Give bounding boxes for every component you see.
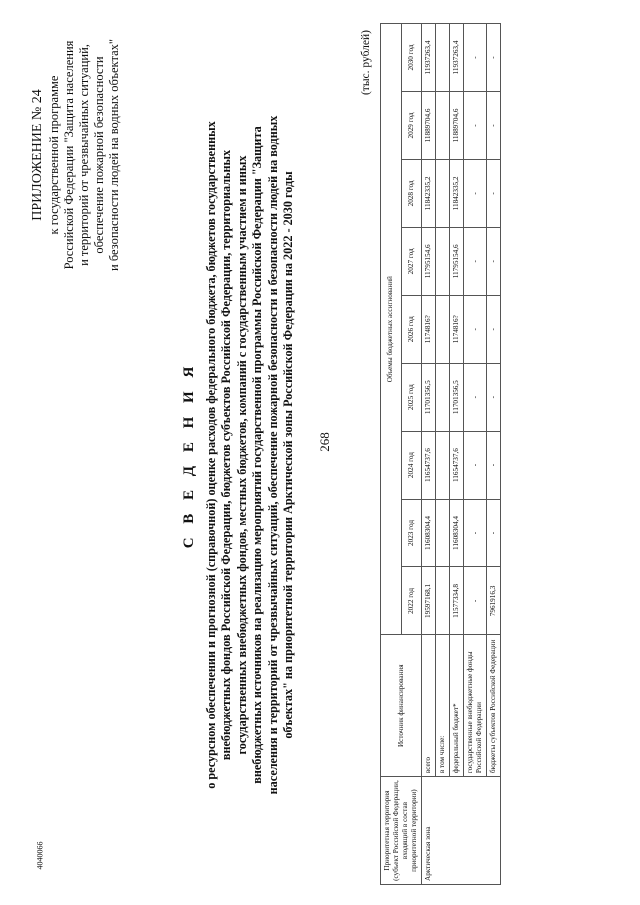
- value-cell: -: [464, 159, 487, 227]
- value-cell: 11654737,6: [450, 431, 464, 499]
- value-cell: 11937263,4: [450, 24, 464, 92]
- value-cell: 19597168,1: [422, 567, 436, 635]
- value-cell: 11937263,4: [422, 24, 436, 92]
- header-year: 2029 год: [401, 92, 422, 160]
- header-territory: Приоритетная территория (субъект Российской Федерации, входящий в состав приоритетной территории): [381, 777, 422, 885]
- value-cell: -: [464, 431, 487, 499]
- table-row: [436, 24, 450, 885]
- value-cell: -: [464, 295, 487, 363]
- table-row: [450, 24, 464, 885]
- value-cell: -: [464, 24, 487, 92]
- header-year: 2023 год: [401, 499, 422, 567]
- page-number: 268: [317, 432, 332, 452]
- value-cell: [436, 295, 450, 363]
- value-cell: 11701356,5: [450, 363, 464, 431]
- header-year: 2024 год: [401, 431, 422, 499]
- value-cell: -: [487, 227, 501, 295]
- header-year: 2025 год: [401, 363, 422, 431]
- header-volumes: Объемы бюджетных ассигнований: [381, 24, 402, 635]
- units-label: (тыс. рублей): [360, 30, 372, 96]
- header-year: 2028 год: [401, 159, 422, 227]
- header-year: 2030 год: [401, 24, 422, 92]
- document-title: [182, 75, 297, 835]
- title-line: внебюджетных источников на реализацию мероприятий государственной программы Российской Федерации "Защита: [250, 126, 264, 784]
- value-cell: [436, 567, 450, 635]
- title-line: внебюджетных фондов Российской Федерации, бюджетов субъектов Российской Федерации, территориальных: [219, 149, 233, 761]
- value-cell: [436, 431, 450, 499]
- value-cell: -: [487, 159, 501, 227]
- value-cell: [436, 24, 450, 92]
- value-cell: [436, 499, 450, 567]
- appendix-line: и безопасности людей на водных объектах": [107, 39, 121, 271]
- source-cell: государственные внебюджетные фонды Российской Федерации: [464, 635, 487, 777]
- header-source: Источник финансирования: [381, 635, 422, 777]
- table-row: [464, 24, 487, 885]
- value-cell: 11795154,6: [450, 227, 464, 295]
- title-line: о ресурсном обеспечении и прогнозной (справочной) оценке расходов федерального бюджета, бюджетов государственных: [203, 121, 218, 789]
- value-cell: 7961916,3: [487, 567, 501, 635]
- header-year: 2026 год: [401, 295, 422, 363]
- appendix-title: ПРИЛОЖЕНИЕ № 24: [30, 89, 45, 221]
- title-line: населения и территорий от чрезвычайных ситуаций, обеспечение пожарной безопасности и безопасности людей на водных: [265, 115, 280, 795]
- value-cell: 11608304,4: [450, 499, 464, 567]
- value-cell: 11654737,6: [422, 431, 436, 499]
- title-line: государственных внебюджетных фондов, местных бюджетов, компаний с государственным участием и иных: [234, 155, 249, 755]
- value-cell: 1174816?: [450, 295, 464, 363]
- title-heading: С В Е Д Е Н И Я: [181, 361, 197, 549]
- value-cell: 11701356,5: [422, 363, 436, 431]
- value-cell: -: [487, 431, 501, 499]
- document-code: 4040066: [35, 841, 45, 870]
- value-cell: 11842335,2: [450, 159, 464, 227]
- value-cell: -: [464, 499, 487, 567]
- value-cell: -: [487, 92, 501, 160]
- header-year: 2027 год: [401, 227, 422, 295]
- value-cell: [436, 92, 450, 160]
- value-cell: -: [487, 24, 501, 92]
- value-cell: -: [487, 499, 501, 567]
- value-cell: 11608304,4: [422, 499, 436, 567]
- value-cell: [436, 159, 450, 227]
- value-cell: 11889704,6: [450, 92, 464, 160]
- value-cell: [436, 227, 450, 295]
- source-cell: в том числе:: [436, 635, 450, 777]
- value-cell: -: [464, 363, 487, 431]
- budget-table: [380, 23, 501, 885]
- title-line: объектах" на приоритетной территории Арктической зоны Российской Федерации на 2022 - 2030 годы: [281, 171, 295, 739]
- value-cell: -: [487, 295, 501, 363]
- value-cell: 1174816?: [422, 295, 436, 363]
- source-cell: всего: [422, 635, 436, 777]
- value-cell: -: [464, 567, 487, 635]
- header-year: 2022 год: [401, 567, 422, 635]
- source-cell: бюджеты субъектов Российской Федерации: [487, 635, 501, 777]
- value-cell: 11577334,8: [450, 567, 464, 635]
- value-cell: -: [487, 363, 501, 431]
- value-cell: -: [464, 92, 487, 160]
- appendix-line: к государственной программе: [47, 75, 61, 235]
- value-cell: 11889704,6: [422, 92, 436, 160]
- appendix-line: Российской Федерации "Защита населения: [62, 40, 76, 270]
- value-cell: 11842335,2: [422, 159, 436, 227]
- appendix-line: обеспечение пожарной безопасности: [92, 56, 106, 254]
- appendix-line: и территорий от чрезвычайных ситуаций,: [77, 44, 91, 266]
- source-cell: федеральный бюджет*: [450, 635, 464, 777]
- table-row: [487, 24, 501, 885]
- value-cell: [436, 363, 450, 431]
- appendix-block: [30, 20, 122, 290]
- territory-cell: Арктическая зона: [422, 777, 501, 885]
- table-body: [422, 24, 501, 885]
- value-cell: 11795154,6: [422, 227, 436, 295]
- value-cell: -: [464, 227, 487, 295]
- table-row: [422, 24, 436, 885]
- header-row: [381, 24, 402, 885]
